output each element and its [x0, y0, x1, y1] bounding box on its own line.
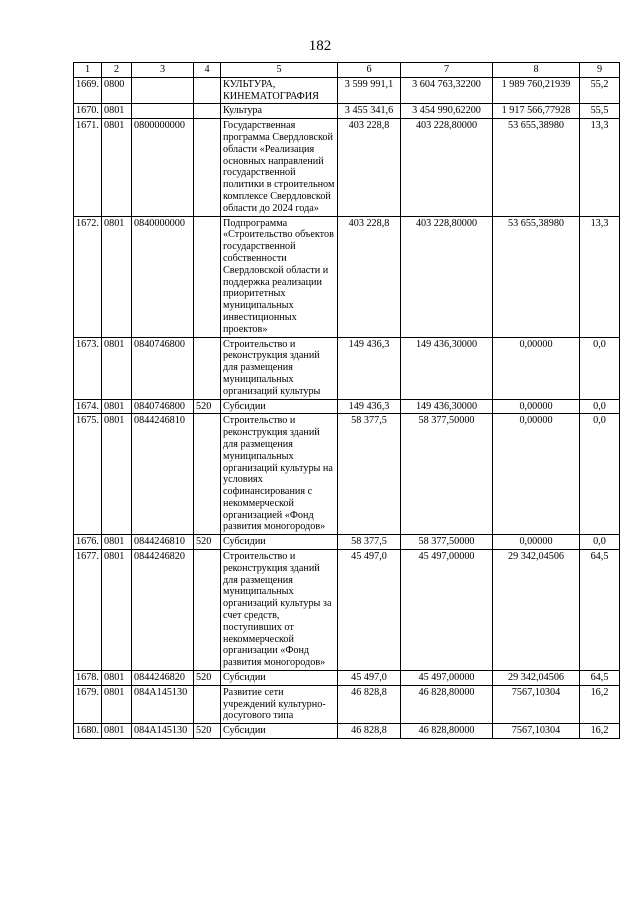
table-row: [74, 550, 620, 671]
planned-amount: 3 599 991,1: [338, 77, 401, 104]
executed-amount: 0,00000: [493, 399, 580, 414]
planned-amount: 58 377,5: [338, 535, 401, 550]
approved-amount: 46 828,80000: [401, 724, 493, 739]
executed-amount: 1 989 760,21939: [493, 77, 580, 104]
expense-type-code: 520: [194, 671, 221, 686]
expense-type-code: [194, 119, 221, 216]
expense-type-code: [194, 550, 221, 671]
execution-percent: 64,5: [580, 671, 620, 686]
target-article-code: 084A145130: [132, 724, 194, 739]
table-header-row: [74, 63, 620, 78]
row-number: 1674.: [74, 399, 102, 414]
planned-amount: 149 436,3: [338, 399, 401, 414]
target-article-code: [132, 104, 194, 119]
page-number: 182: [308, 38, 332, 54]
row-number: 1673.: [74, 337, 102, 399]
execution-percent: 64,5: [580, 550, 620, 671]
table-row: [74, 119, 620, 216]
expense-type-code: [194, 216, 221, 337]
approved-amount: 403 228,80000: [401, 119, 493, 216]
execution-percent: 55,5: [580, 104, 620, 119]
expense-type-code: 520: [194, 535, 221, 550]
row-number: 1679.: [74, 685, 102, 723]
target-article-code: 084A145130: [132, 685, 194, 723]
item-name: КУЛЬТУРА, КИНЕМАТОГРАФИЯ: [221, 77, 338, 104]
expense-type-code: [194, 414, 221, 535]
table-row: [74, 685, 620, 723]
planned-amount: 403 228,8: [338, 216, 401, 337]
planned-amount: 46 828,8: [338, 724, 401, 739]
table-row: [74, 671, 620, 686]
approved-amount: 403 228,80000: [401, 216, 493, 337]
planned-amount: 3 455 341,6: [338, 104, 401, 119]
target-article-code: 0840746800: [132, 337, 194, 399]
approved-amount: 3 454 990,62200: [401, 104, 493, 119]
column-header: 8: [493, 63, 580, 78]
executed-amount: 53 655,38980: [493, 119, 580, 216]
row-number: 1676.: [74, 535, 102, 550]
executed-amount: 0,00000: [493, 414, 580, 535]
item-name: Государственная программа Свердловской области «Реализация основных направлений государственной политики в строительном комплексе Свердловской области до 2024 года»: [221, 119, 338, 216]
item-name: Строительство и реконструкция зданий для размещения муниципальных организаций культуры на условиях софинансирования с некоммерческой организацией «Фонд развития моногородов»: [221, 414, 338, 535]
item-name: Субсидии: [221, 535, 338, 550]
approved-amount: 45 497,00000: [401, 550, 493, 671]
column-header: 9: [580, 63, 620, 78]
executed-amount: 29 342,04506: [493, 550, 580, 671]
approved-amount: 3 604 763,32200: [401, 77, 493, 104]
approved-amount: 46 828,80000: [401, 685, 493, 723]
section-code: 0801: [102, 216, 132, 337]
row-number: 1677.: [74, 550, 102, 671]
section-code: 0801: [102, 550, 132, 671]
target-article-code: 0844246810: [132, 535, 194, 550]
expense-type-code: [194, 104, 221, 119]
expense-type-code: [194, 77, 221, 104]
column-header: 1: [74, 63, 102, 78]
approved-amount: 149 436,30000: [401, 337, 493, 399]
executed-amount: 29 342,04506: [493, 671, 580, 686]
column-header: 5: [221, 63, 338, 78]
target-article-code: 0840000000: [132, 216, 194, 337]
execution-percent: 55,2: [580, 77, 620, 104]
row-number: 1670.: [74, 104, 102, 119]
item-name: Строительство и реконструкция зданий для размещения муниципальных организаций культуры за счет средств, поступивших от некоммерческой организации «Фонд развития моногородов»: [221, 550, 338, 671]
item-name: Субсидии: [221, 399, 338, 414]
executed-amount: 7567,10304: [493, 724, 580, 739]
executed-amount: 0,00000: [493, 337, 580, 399]
table-row: [74, 337, 620, 399]
approved-amount: 149 436,30000: [401, 399, 493, 414]
planned-amount: 403 228,8: [338, 119, 401, 216]
section-code: 0801: [102, 414, 132, 535]
table-row: [74, 724, 620, 739]
execution-percent: 0,0: [580, 337, 620, 399]
execution-percent: 16,2: [580, 685, 620, 723]
section-code: 0801: [102, 685, 132, 723]
expense-type-code: 520: [194, 724, 221, 739]
planned-amount: 58 377,5: [338, 414, 401, 535]
item-name: Субсидии: [221, 724, 338, 739]
execution-percent: 0,0: [580, 399, 620, 414]
row-number: 1672.: [74, 216, 102, 337]
row-number: 1671.: [74, 119, 102, 216]
expense-type-code: 520: [194, 399, 221, 414]
section-code: 0801: [102, 399, 132, 414]
target-article-code: 0844246820: [132, 671, 194, 686]
section-code: 0801: [102, 119, 132, 216]
item-name: Субсидии: [221, 671, 338, 686]
planned-amount: 45 497,0: [338, 671, 401, 686]
table-row: [74, 414, 620, 535]
item-name: Подпрограмма «Строительство объектов государственной собственности Свердловской области и поддержка реализации приоритетных муниципальных инвестиционных проектов»: [221, 216, 338, 337]
planned-amount: 149 436,3: [338, 337, 401, 399]
approved-amount: 58 377,50000: [401, 535, 493, 550]
section-code: 0801: [102, 671, 132, 686]
row-number: 1669.: [74, 77, 102, 104]
column-header: 6: [338, 63, 401, 78]
column-header: 4: [194, 63, 221, 78]
item-name: Развитие сети учреждений культурно-досугового типа: [221, 685, 338, 723]
column-header: 7: [401, 63, 493, 78]
target-article-code: 0840746800: [132, 399, 194, 414]
executed-amount: 1 917 566,77928: [493, 104, 580, 119]
table-row: [74, 216, 620, 337]
target-article-code: 0844246810: [132, 414, 194, 535]
table-row: [74, 399, 620, 414]
executed-amount: 53 655,38980: [493, 216, 580, 337]
target-article-code: 0844246820: [132, 550, 194, 671]
row-number: 1675.: [74, 414, 102, 535]
section-code: 0801: [102, 337, 132, 399]
section-code: 0800: [102, 77, 132, 104]
row-number: 1678.: [74, 671, 102, 686]
execution-percent: 0,0: [580, 414, 620, 535]
execution-percent: 0,0: [580, 535, 620, 550]
budget-table: [73, 62, 620, 739]
item-name: Культура: [221, 104, 338, 119]
table-row: [74, 535, 620, 550]
table-row: [74, 104, 620, 119]
section-code: 0801: [102, 724, 132, 739]
approved-amount: 58 377,50000: [401, 414, 493, 535]
execution-percent: 13,3: [580, 216, 620, 337]
table-row: [74, 77, 620, 104]
section-code: 0801: [102, 104, 132, 119]
expense-type-code: [194, 337, 221, 399]
expense-type-code: [194, 685, 221, 723]
target-article-code: [132, 77, 194, 104]
executed-amount: 0,00000: [493, 535, 580, 550]
execution-percent: 16,2: [580, 724, 620, 739]
planned-amount: 46 828,8: [338, 685, 401, 723]
section-code: 0801: [102, 535, 132, 550]
column-header: 3: [132, 63, 194, 78]
approved-amount: 45 497,00000: [401, 671, 493, 686]
executed-amount: 7567,10304: [493, 685, 580, 723]
planned-amount: 45 497,0: [338, 550, 401, 671]
column-header: 2: [102, 63, 132, 78]
target-article-code: 0800000000: [132, 119, 194, 216]
row-number: 1680.: [74, 724, 102, 739]
item-name: Строительство и реконструкция зданий для размещения муниципальных организаций культуры: [221, 337, 338, 399]
execution-percent: 13,3: [580, 119, 620, 216]
